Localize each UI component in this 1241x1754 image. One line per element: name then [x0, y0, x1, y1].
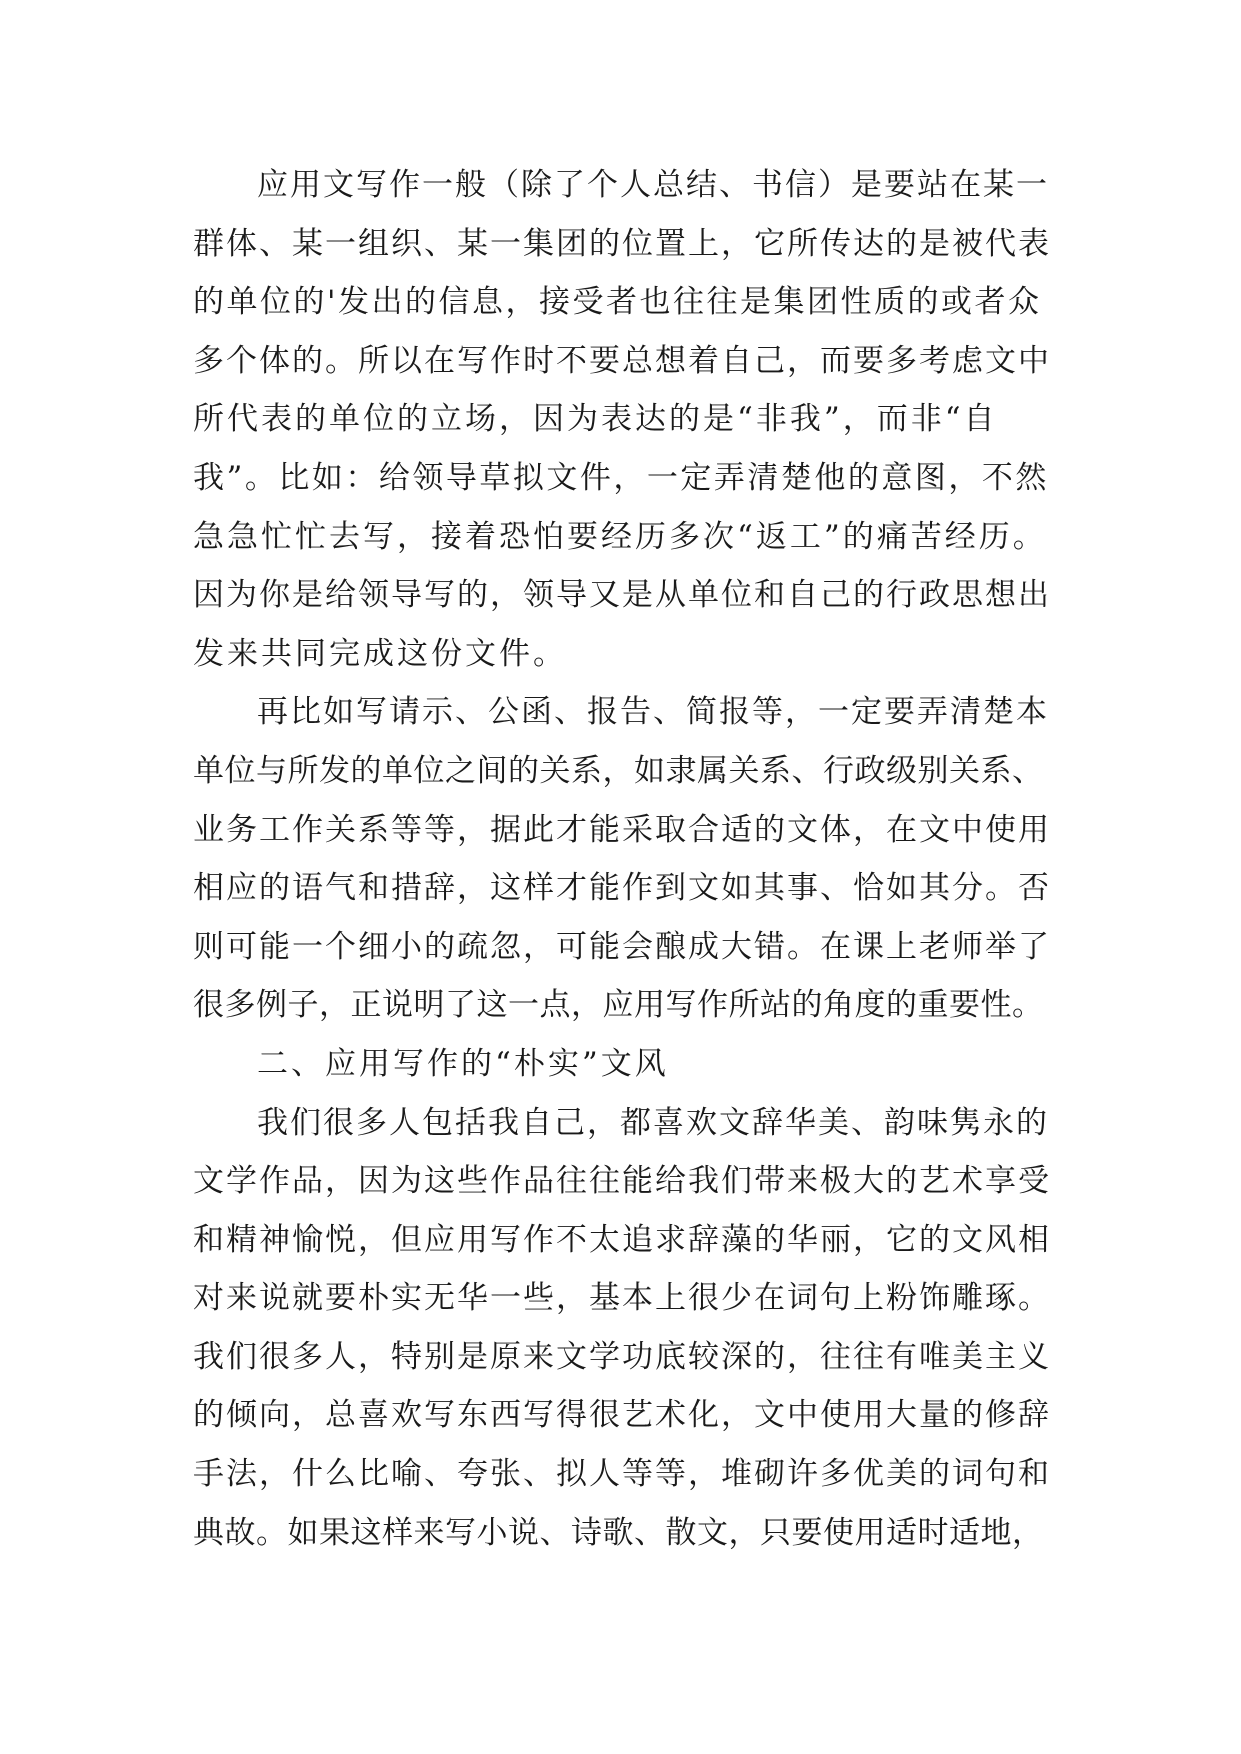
text-line: 我们很多人，特别是原来文学功底较深的，往往有唯美主义: [193, 1338, 1051, 1375]
text-line: 对来说就要朴实无华一些，基本上很少在词句上粉饰雕琢。: [193, 1280, 1051, 1317]
text-line: 典故。如果这样来写小说、诗歌、散文，只要使用适时适地，: [193, 1514, 1044, 1551]
text-line: 因为你是给领导写的，领导又是从单位和自己的行政思想出: [193, 577, 1051, 614]
text-line: 很多例子，正说明了这一点，应用写作所站的角度的重要性。: [193, 987, 1044, 1024]
text-line: 文学作品，因为这些作品往往能给我们带来极大的艺术享受: [193, 1163, 1051, 1200]
text-line: 群体、某一组织、某一集团的位置上，它所传达的是被代表: [193, 225, 1051, 262]
text-line: 二、应用写作的“朴实”文风: [257, 1045, 669, 1082]
text-line: 和精神愉悦，但应用写作不太追求辞藻的华丽，它的文风相: [193, 1221, 1051, 1258]
text-line: 的倾向，总喜欢写东西写得很艺术化，文中使用大量的修辞: [193, 1397, 1051, 1434]
text-line: 则可能一个细小的疏忽，可能会酿成大错。在课上老师举了: [193, 928, 1051, 965]
text-line: 急急忙忙去写，接着恐怕要经历多次“返工”的痛苦经历。: [193, 518, 1047, 555]
text-line: 业务工作关系等等，据此才能采取合适的文体，在文中使用: [193, 811, 1051, 848]
text-line: 手法，什么比喻、夸张、拟人等等，堆砌许多优美的词句和: [193, 1456, 1051, 1493]
text-line: 我”。比如：给领导草拟文件，一定弄清楚他的意图，不然: [193, 459, 1049, 496]
text-line: 相应的语气和措辞，这样才能作到文如其事、恰如其分。否: [193, 870, 1051, 907]
text-line: 我们很多人包括我自己，都喜欢文辞华美、韵味隽永的: [257, 1104, 1049, 1141]
text-line: 所代表的单位的立场，因为表达的是“非我”，而非“自: [193, 401, 998, 438]
text-line: 多个体的。所以在写作时不要总想着自己，而要多考虑文中: [193, 342, 1051, 379]
text-line: 再比如写请示、公函、报告、简报等，一定要弄清楚本: [257, 694, 1049, 731]
text-line: 应用文写作一般（除了个人总结、书信）是要站在某一: [257, 167, 1049, 203]
text-line: 发来共同完成这份文件。: [193, 635, 567, 672]
text-line: 单位与所发的单位之间的关系，如隶属关系、行政级别关系、: [193, 752, 1044, 789]
document-body: [193, 156, 1053, 1562]
text-line: 的单位的'发出的信息，接受者也往往是集团性质的或者众: [193, 284, 1042, 321]
